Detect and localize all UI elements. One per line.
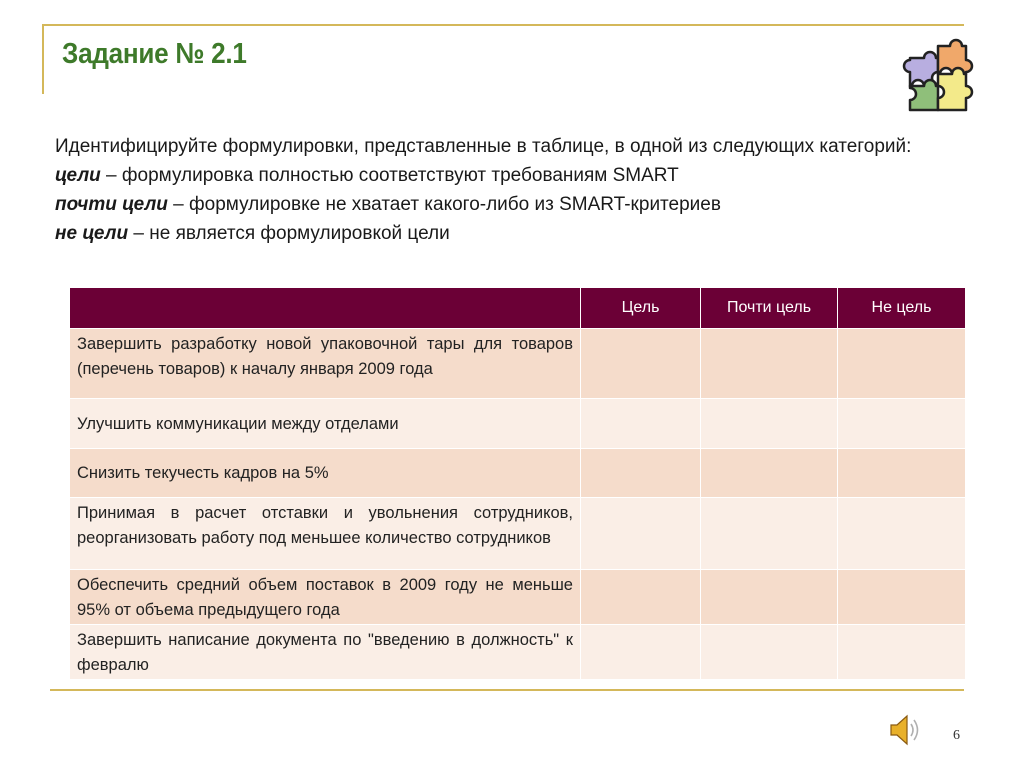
instruction-text: Идентифицируйте формулировки, представленные в таблице, в одной из следующих категорий: [55,136,912,157]
not-goal-cell[interactable] [838,329,966,399]
almost-goal-cell[interactable] [701,329,838,399]
frame-left-line [42,24,44,94]
not-goal-cell[interactable] [838,449,966,498]
almost-goal-cell[interactable] [701,449,838,498]
almost-goal-cell[interactable] [701,399,838,449]
category-description: – не является формулировкой цели [128,223,450,244]
speaker-icon[interactable] [888,712,920,748]
header-not-goal: Не цель [838,288,966,329]
goals-table [69,287,966,680]
category-almost-goal [55,190,975,219]
category-description: – формулировке не хватает какого-либо из SMART-критериев [167,194,721,215]
category-term: цели [55,165,101,186]
header-goal: Цель [581,288,701,329]
almost-goal-cell[interactable] [701,625,838,680]
category-goal [55,161,975,190]
table-row [70,329,966,399]
slide-title: Задание № 2.1 [62,38,247,70]
category-not-goal [55,219,975,248]
frame-top-line [42,24,964,26]
table-row [70,570,966,625]
goal-cell[interactable] [581,449,701,498]
page-number: 6 [953,728,960,743]
puzzle-icon [896,36,982,118]
statement-cell: Снизить текучесть кадров на 5% [70,449,581,498]
statement-cell: Завершить написание документа по "введению в должность" к февралю [70,625,581,680]
goal-cell[interactable] [581,625,701,680]
table-row [70,625,966,680]
goal-cell[interactable] [581,498,701,570]
almost-goal-cell[interactable] [701,570,838,625]
category-description: – формулировка полностью соответствуют требованиям SMART [100,165,679,186]
statement-cell: Улучшить коммуникации между отделами [70,399,581,449]
not-goal-cell[interactable] [838,498,966,570]
not-goal-cell[interactable] [838,399,966,449]
almost-goal-cell[interactable] [701,498,838,570]
category-term: не цели [55,223,129,244]
table-header-row [70,288,966,329]
goal-cell[interactable] [581,399,701,449]
intro-text [55,132,975,248]
table-row [70,498,966,570]
not-goal-cell[interactable] [838,570,966,625]
not-goal-cell[interactable] [838,625,966,680]
statement-cell: Принимая в расчет отставки и увольнения сотрудников, реорганизовать работу под меньшее количество сотрудников [70,498,581,570]
header-almost-goal: Почти цель [701,288,838,329]
category-term: почти цели [55,194,168,215]
goal-cell[interactable] [581,570,701,625]
frame-bottom-line [50,689,964,691]
table-row [70,399,966,449]
goal-cell[interactable] [581,329,701,399]
statement-cell: Обеспечить средний объем поставок в 2009 году не меньше 95% от объема предыдущего года [70,570,581,625]
header-statement [70,288,581,329]
statement-cell: Завершить разработку новой упаковочной тары для товаров (перечень товаров) к началу января 2009 года [70,329,581,399]
table-row [70,449,966,498]
